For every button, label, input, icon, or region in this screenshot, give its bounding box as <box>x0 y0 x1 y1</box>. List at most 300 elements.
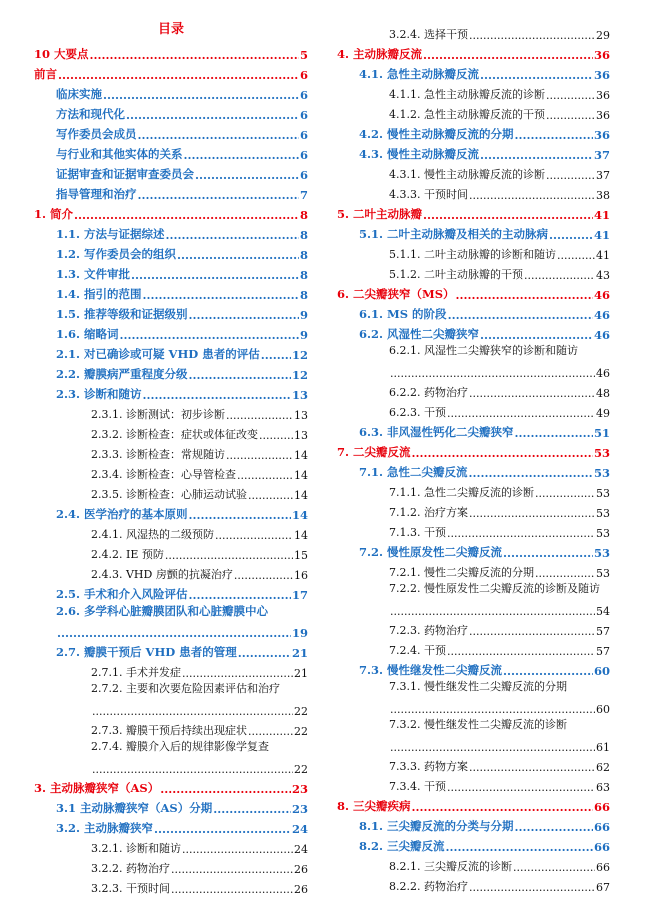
toc-entry-label: 8. 三尖瓣疾病 <box>337 799 411 813</box>
toc-entry-label: 5. 二叶主动脉瓣 <box>337 207 423 221</box>
toc-entry-label: 1.6. 缩略词 <box>56 327 119 341</box>
toc-entry[interactable] <box>34 680 308 718</box>
toc-entry-label: 4.2. 慢性主动脉瓣反流的分期 <box>359 127 514 141</box>
toc-entry[interactable] <box>34 482 308 502</box>
toc-entry-page: 17 <box>291 588 308 602</box>
toc-leader-dots <box>412 446 593 460</box>
toc-entry-page: 23 <box>291 802 308 816</box>
toc-entry-page: 14 <box>294 529 308 542</box>
toc-leader-dots <box>237 469 293 482</box>
toc-entry-page: 53 <box>596 507 610 520</box>
toc-entry-label: 7.3.2. 慢性继发性二尖瓣反流的诊断 <box>389 718 567 731</box>
toc-leader-dots <box>515 426 593 440</box>
toc-leader-dots <box>92 763 293 776</box>
toc-leader-dots <box>423 48 593 62</box>
toc-entry-label: 10 大要点 <box>34 47 89 61</box>
toc-leader-dots <box>238 646 291 660</box>
toc-entry-label: 8.2.1. 三尖瓣反流的诊断 <box>389 860 512 873</box>
toc-entry-label: 2.3.4. 诊断检查：心导管检查 <box>91 468 236 481</box>
toc-entry-label: 3.2.2. 药物治疗 <box>91 862 170 875</box>
toc-leader-dots <box>469 466 593 480</box>
toc-entry[interactable] <box>337 342 610 380</box>
toc-entry-page: 6 <box>299 128 308 142</box>
toc-leader-dots <box>248 725 293 738</box>
toc-leader-dots <box>234 569 293 582</box>
toc-entry-label: 7.2.4. 干预 <box>389 644 446 657</box>
toc-leader-dots <box>182 843 293 856</box>
toc-entry-label: 3.2. 主动脉瓣狭窄 <box>56 821 154 835</box>
toc-entry[interactable] <box>34 62 308 82</box>
toc-entry[interactable] <box>337 814 610 834</box>
toc-leader-dots <box>503 546 593 560</box>
toc-entry-page: 51 <box>593 426 610 440</box>
toc-entry[interactable] <box>34 222 308 242</box>
toc-leader-dots <box>469 387 595 400</box>
toc-leader-dots <box>177 248 299 262</box>
toc-leader-dots <box>213 802 291 816</box>
toc-entry[interactable] <box>337 854 610 874</box>
toc-entry-label: 6.2. 风湿性二尖瓣狭窄 <box>359 327 480 341</box>
toc-entry[interactable] <box>34 836 308 856</box>
toc-entry[interactable] <box>34 462 308 482</box>
toc-entry-page: 21 <box>294 667 308 680</box>
toc-entry[interactable] <box>337 242 610 262</box>
toc-entry-page: 46 <box>593 308 610 322</box>
toc-entry-page: 24 <box>291 822 308 836</box>
toc-entry-label: 7.3.3. 药物方案 <box>389 760 468 773</box>
toc-entry[interactable] <box>337 580 610 618</box>
toc-entry[interactable] <box>337 540 610 560</box>
toc-leader-dots <box>469 189 595 202</box>
toc-entry-label: 3.2.1. 诊断和随访 <box>91 842 181 855</box>
toc-entry-label: 2.4.1. 风湿热的二级预防 <box>91 528 214 541</box>
toc-entry-page: 6 <box>299 148 308 162</box>
toc-entry-page: 13 <box>294 429 308 442</box>
toc-entry-page: 57 <box>596 645 610 658</box>
toc-entry-page: 13 <box>291 388 308 402</box>
toc-entry-label: 前言 <box>34 67 57 81</box>
toc-entry-page: 46 <box>593 288 610 302</box>
toc-entry-page: 66 <box>593 840 610 854</box>
toc-entry[interactable] <box>34 362 308 382</box>
toc-entry[interactable] <box>34 102 308 122</box>
toc-entry-page: 9 <box>299 308 308 322</box>
toc-entry[interactable] <box>34 142 308 162</box>
toc-leader-dots <box>515 820 593 834</box>
toc-entry-page: 41 <box>596 249 610 262</box>
toc-entry-page: 9 <box>299 328 308 342</box>
toc-entry-page: 6 <box>299 168 308 182</box>
toc-entry[interactable] <box>337 202 610 222</box>
toc-entry[interactable] <box>34 242 308 262</box>
toc-leader-dots <box>126 108 299 122</box>
toc-entry-label: 证据审查和证据审查委员会 <box>56 167 194 181</box>
toc-list-right <box>337 0 610 894</box>
toc-entry-label: 2.7.1. 手术并发症 <box>91 666 181 679</box>
toc-entry-label: 2.6. 多学科心脏瓣膜团队和心脏瓣膜中心 <box>56 604 269 618</box>
toc-entry-page: 8 <box>299 228 308 242</box>
toc-entry[interactable] <box>337 380 610 400</box>
toc-entry-label: 7.2.3. 药物治疗 <box>389 624 468 637</box>
toc-entry[interactable] <box>34 422 308 442</box>
toc-leader-dots <box>524 269 595 282</box>
toc-entry-label: 2.3.5. 诊断检查：心肺运动试验 <box>91 488 247 501</box>
toc-entry-page: 46 <box>596 367 610 380</box>
toc-entry[interactable] <box>34 602 308 640</box>
toc-entry-label: 2.7.4. 瓣膜介入后的规律影像学复查 <box>91 740 269 753</box>
toc-entry-label: 2.7. 瓣膜干预后 VHD 患者的管理 <box>56 645 237 659</box>
toc-entry-page: 19 <box>291 626 308 640</box>
toc-entry-page: 37 <box>596 169 610 182</box>
toc-entry-label: 4. 主动脉瓣反流 <box>337 47 423 61</box>
toc-entry[interactable] <box>337 658 610 678</box>
toc-entry-label: 7.2.1. 慢性二尖瓣反流的分期 <box>389 566 534 579</box>
toc-entry-label: 1.5. 推荐等级和证据级别 <box>56 307 188 321</box>
toc-leader-dots <box>261 348 291 362</box>
toc-leader-dots <box>58 68 299 82</box>
toc-entry-label: 3.2.4. 选择干预 <box>389 28 468 41</box>
toc-entry-page: 37 <box>593 148 610 162</box>
toc-leader-dots <box>189 508 291 522</box>
toc-leader-dots <box>189 308 299 322</box>
toc-entry-page: 8 <box>299 248 308 262</box>
toc-entry[interactable] <box>337 678 610 716</box>
toc-entry[interactable] <box>337 162 610 182</box>
toc-entry-page: 5 <box>299 48 308 62</box>
toc-entry[interactable] <box>34 776 308 796</box>
toc-leader-dots <box>480 328 593 342</box>
toc-entry[interactable] <box>337 420 610 440</box>
toc-column-left <box>34 0 308 896</box>
toc-entry[interactable] <box>337 638 610 658</box>
toc-entry[interactable] <box>34 342 308 362</box>
toc-leader-dots <box>171 863 293 876</box>
toc-entry-page: 66 <box>596 861 610 874</box>
toc-entry-page: 36 <box>593 68 610 82</box>
toc-entry-page: 7 <box>299 188 308 202</box>
toc-leader-dots <box>226 449 293 462</box>
toc-entry-page: 6 <box>299 88 308 102</box>
toc-entry-label: 7.2.2. 慢性原发性二尖瓣反流的诊断及随访 <box>389 582 600 595</box>
toc-leader-dots <box>480 68 593 82</box>
toc-leader-dots <box>535 487 595 500</box>
toc-entry-label: 2.2. 瓣膜病严重程度分级 <box>56 367 188 381</box>
toc-leader-dots <box>226 409 293 422</box>
toc-entry-label: 5.1.1. 二叶主动脉瓣的诊断和随访 <box>389 248 556 261</box>
toc-entry-label: 3.1 主动脉瓣狭窄（AS）分期 <box>56 801 213 815</box>
toc-leader-dots <box>390 703 595 716</box>
toc-entry-page: 29 <box>596 29 610 42</box>
toc-entry-label: 5.1. 二叶主动脉瓣及相关的主动脉病 <box>359 227 549 241</box>
toc-entry-label: 7.1.1. 急性二尖瓣反流的诊断 <box>389 486 534 499</box>
toc-entry[interactable] <box>34 202 308 222</box>
toc-entry-page: 53 <box>596 527 610 540</box>
toc-entry[interactable] <box>34 182 308 202</box>
toc-entry-page: 41 <box>593 208 610 222</box>
toc-entry-label: 2.3.1. 诊断测试：初步诊断 <box>91 408 225 421</box>
toc-entry-label: 2.3. 诊断和随访 <box>56 387 142 401</box>
toc-entry-label: 1.4. 指引的范围 <box>56 287 142 301</box>
toc-entry[interactable] <box>34 738 308 776</box>
toc-entry-page: 66 <box>593 820 610 834</box>
toc-entry[interactable] <box>337 500 610 520</box>
toc-entry[interactable] <box>337 142 610 162</box>
toc-entry[interactable] <box>34 542 308 562</box>
toc-entry-page: 24 <box>294 843 308 856</box>
toc-list-left <box>34 40 308 896</box>
toc-entry[interactable] <box>337 460 610 480</box>
toc-entry-label: 2.3.3. 诊断检查：常规随访 <box>91 448 225 461</box>
toc-entry-label: 8.1. 三尖瓣反流的分类与分期 <box>359 819 514 833</box>
toc-leader-dots <box>215 529 293 542</box>
toc-leader-dots <box>184 148 299 162</box>
toc-entry[interactable] <box>34 302 308 322</box>
toc-leader-dots <box>154 822 291 836</box>
toc-entry-page: 26 <box>294 883 308 896</box>
toc-entry[interactable] <box>34 640 308 660</box>
toc-entry-page: 48 <box>596 387 610 400</box>
toc-entry-label: 2.7.2. 主要和次要危险因素评估和治疗 <box>91 682 280 695</box>
toc-leader-dots <box>469 881 595 894</box>
toc-entry[interactable] <box>34 82 308 102</box>
toc-entry[interactable] <box>34 660 308 680</box>
toc-entry[interactable] <box>34 816 308 836</box>
toc-entry[interactable] <box>337 282 610 302</box>
toc-entry-label: 2.3.2. 诊断检查：症状或体征改变 <box>91 428 258 441</box>
toc-entry[interactable] <box>337 82 610 102</box>
toc-entry-label: 7.3.4. 干预 <box>389 780 446 793</box>
toc-leader-dots <box>390 605 595 618</box>
toc-entry[interactable] <box>34 122 308 142</box>
toc-entry-label: 6.2.2. 药物治疗 <box>389 386 468 399</box>
toc-entry-label: 6.3. 非风湿性钙化二尖瓣狭窄 <box>359 425 514 439</box>
toc-entry[interactable] <box>34 856 308 876</box>
toc-entry[interactable] <box>337 520 610 540</box>
toc-entry[interactable] <box>337 440 610 460</box>
toc-leader-dots <box>448 308 593 322</box>
toc-leader-dots <box>546 169 595 182</box>
toc-entry-label: 与行业和其他实体的关系 <box>56 147 183 161</box>
toc-entry-page: 67 <box>596 881 610 894</box>
toc-entry-page: 14 <box>291 508 308 522</box>
toc-entry[interactable] <box>337 480 610 500</box>
toc-entry-page: 15 <box>294 549 308 562</box>
toc-entry[interactable] <box>337 302 610 322</box>
toc-entry-page: 60 <box>596 703 610 716</box>
toc-entry-page: 61 <box>596 741 610 754</box>
toc-entry[interactable] <box>337 42 610 62</box>
toc-entry-page: 54 <box>596 605 610 618</box>
toc-entry-page: 36 <box>596 109 610 122</box>
toc-leader-dots <box>513 861 595 874</box>
toc-leader-dots <box>447 645 595 658</box>
toc-leader-dots <box>131 268 299 282</box>
toc-leader-dots <box>469 507 595 520</box>
toc-leader-dots <box>160 782 291 796</box>
toc-entry[interactable] <box>337 262 610 282</box>
toc-leader-dots <box>165 549 293 562</box>
toc-leader-dots <box>412 800 593 814</box>
toc-entry-page: 57 <box>596 625 610 638</box>
toc-entry-page: 53 <box>593 466 610 480</box>
toc-entry-page: 14 <box>294 469 308 482</box>
toc-leader-dots <box>189 368 291 382</box>
toc-entry[interactable] <box>34 382 308 402</box>
toc-leader-dots <box>480 148 593 162</box>
toc-entry[interactable] <box>34 796 308 816</box>
toc-entry-page: 63 <box>596 781 610 794</box>
toc-entry[interactable] <box>337 874 610 894</box>
toc-leader-dots <box>557 249 595 262</box>
toc-leader-dots <box>447 781 595 794</box>
toc-entry[interactable] <box>34 522 308 542</box>
toc-leader-dots <box>259 429 293 442</box>
toc-leader-dots <box>546 109 595 122</box>
toc-entry-label: 6.1. MS 的阶段 <box>359 307 447 321</box>
toc-entry[interactable] <box>337 774 610 794</box>
toc-entry[interactable] <box>34 322 308 342</box>
toc-entry-page: 36 <box>596 89 610 102</box>
toc-entry[interactable] <box>34 282 308 302</box>
toc-entry-page: 38 <box>596 189 610 202</box>
toc-entry-label: 1.2. 写作委员会的组织 <box>56 247 177 261</box>
toc-entry-label: 6.2.3. 干预 <box>389 406 446 419</box>
toc-entry-page: 22 <box>294 763 308 776</box>
toc-leader-dots <box>423 208 593 222</box>
toc-leader-dots <box>447 527 595 540</box>
toc-leader-dots <box>103 88 299 102</box>
toc-entry[interactable] <box>337 22 610 42</box>
toc-entry[interactable] <box>337 122 610 142</box>
toc-leader-dots <box>390 741 595 754</box>
toc-entry[interactable] <box>34 262 308 282</box>
toc-leader-dots <box>143 288 299 302</box>
toc-entry-label: 7.3.1. 慢性继发性二尖瓣反流的分期 <box>389 680 567 693</box>
toc-entry-page: 21 <box>291 646 308 660</box>
toc-entry-label: 2.4.3. VHD 房颤的抗凝治疗 <box>91 568 233 581</box>
toc-entry-page: 6 <box>299 68 308 82</box>
toc-entry-label: 2.4.2. IE 预防 <box>91 548 164 561</box>
toc-leader-dots <box>515 128 593 142</box>
toc-leader-dots <box>92 705 293 718</box>
toc-entry-page: 8 <box>299 268 308 282</box>
toc-entry-page: 26 <box>294 863 308 876</box>
toc-entry-page: 8 <box>299 208 308 222</box>
toc-entry-label: 8.2.2. 药物治疗 <box>389 880 468 893</box>
toc-entry[interactable] <box>337 716 610 754</box>
toc-leader-dots <box>535 567 595 580</box>
toc-entry-label: 4.3.3. 干预时间 <box>389 188 468 201</box>
toc-entry[interactable] <box>337 618 610 638</box>
toc-entry[interactable] <box>34 162 308 182</box>
toc-entry-label: 7.2. 慢性原发性二尖瓣反流 <box>359 545 503 559</box>
toc-entry-label: 3.2.3. 干预时间 <box>91 882 170 895</box>
toc-leader-dots <box>446 840 593 854</box>
toc-entry-label: 4.3. 慢性主动脉瓣反流 <box>359 147 480 161</box>
toc-leader-dots <box>57 626 291 640</box>
toc-leader-dots <box>456 288 593 302</box>
toc-entry-page: 53 <box>596 487 610 500</box>
toc-leader-dots <box>546 89 595 102</box>
toc-entry-page: 60 <box>593 664 610 678</box>
toc-entry[interactable] <box>337 222 610 242</box>
toc-entry-label: 7. 二尖瓣反流 <box>337 445 411 459</box>
toc-leader-dots <box>120 328 299 342</box>
toc-leader-dots <box>182 667 293 680</box>
toc-entry-label: 1.3. 文件审批 <box>56 267 131 281</box>
toc-entry[interactable] <box>337 754 610 774</box>
toc-entry-page: 36 <box>593 48 610 62</box>
toc-entry-page: 66 <box>593 800 610 814</box>
toc-entry-page: 49 <box>596 407 610 420</box>
toc-entry-page: 36 <box>593 128 610 142</box>
toc-entry-page: 53 <box>596 567 610 580</box>
toc-entry-label: 写作委员会成员 <box>56 127 137 141</box>
toc-entry-page: 62 <box>596 761 610 774</box>
toc-entry-page: 16 <box>294 569 308 582</box>
toc-entry-label: 2.1. 对已确诊或可疑 VHD 患者的评估 <box>56 347 260 361</box>
toc-entry-label: 7.1.3. 干预 <box>389 526 446 539</box>
toc-leader-dots <box>195 168 299 182</box>
toc-entry-page: 23 <box>291 782 308 796</box>
toc-entry-page: 6 <box>299 108 308 122</box>
toc-entry-label: 2.7.3. 瓣膜干预后持续出现症状 <box>91 724 247 737</box>
toc-entry[interactable] <box>34 876 308 896</box>
toc-entry-label: 3. 主动脉瓣狭窄（AS） <box>34 781 160 795</box>
toc-entry-page: 41 <box>593 228 610 242</box>
toc-entry-label: 5.1.2. 二叶主动脉瓣的干预 <box>389 268 523 281</box>
toc-leader-dots <box>503 664 593 678</box>
toc-entry-page: 14 <box>294 449 308 462</box>
toc-entry-page: 12 <box>291 368 308 382</box>
toc-entry[interactable] <box>34 582 308 602</box>
toc-entry[interactable] <box>337 834 610 854</box>
toc-entry[interactable] <box>34 562 308 582</box>
toc-leader-dots <box>74 208 299 222</box>
toc-entry[interactable] <box>34 718 308 738</box>
toc-leader-dots <box>166 228 299 242</box>
toc-entry[interactable] <box>337 794 610 814</box>
toc-entry-page: 22 <box>294 725 308 738</box>
toc-entry[interactable] <box>337 322 610 342</box>
toc-entry[interactable] <box>337 62 610 82</box>
toc-entry-page: 13 <box>294 409 308 422</box>
toc-leader-dots <box>469 29 595 42</box>
toc-entry-label: 1. 简介 <box>34 207 74 221</box>
toc-leader-dots <box>138 128 299 142</box>
toc-entry[interactable] <box>337 560 610 580</box>
toc-leader-dots <box>549 228 593 242</box>
toc-entry-label: 2.4. 医学治疗的基本原则 <box>56 507 188 521</box>
toc-entry-page: 53 <box>593 546 610 560</box>
toc-entry[interactable] <box>34 402 308 422</box>
toc-entry[interactable] <box>34 42 308 62</box>
toc-entry[interactable] <box>337 400 610 420</box>
toc-title: 目录 <box>157 22 184 37</box>
toc-entry[interactable] <box>337 182 610 202</box>
toc-entry[interactable] <box>34 502 308 522</box>
toc-entry-label: 2.5. 手术和介入风险评估 <box>56 587 188 601</box>
toc-entry-label: 4.1. 急性主动脉瓣反流 <box>359 67 480 81</box>
toc-entry-label: 方法和现代化 <box>56 107 125 121</box>
toc-entry-label: 4.3.1. 慢性主动脉瓣反流的诊断 <box>389 168 545 181</box>
toc-leader-dots <box>248 489 293 502</box>
toc-leader-dots <box>469 625 595 638</box>
toc-entry-label: 6. 二尖瓣狭窄（MS） <box>337 287 455 301</box>
toc-entry-page: 14 <box>294 489 308 502</box>
toc-entry[interactable] <box>337 102 610 122</box>
toc-entry[interactable] <box>34 442 308 462</box>
